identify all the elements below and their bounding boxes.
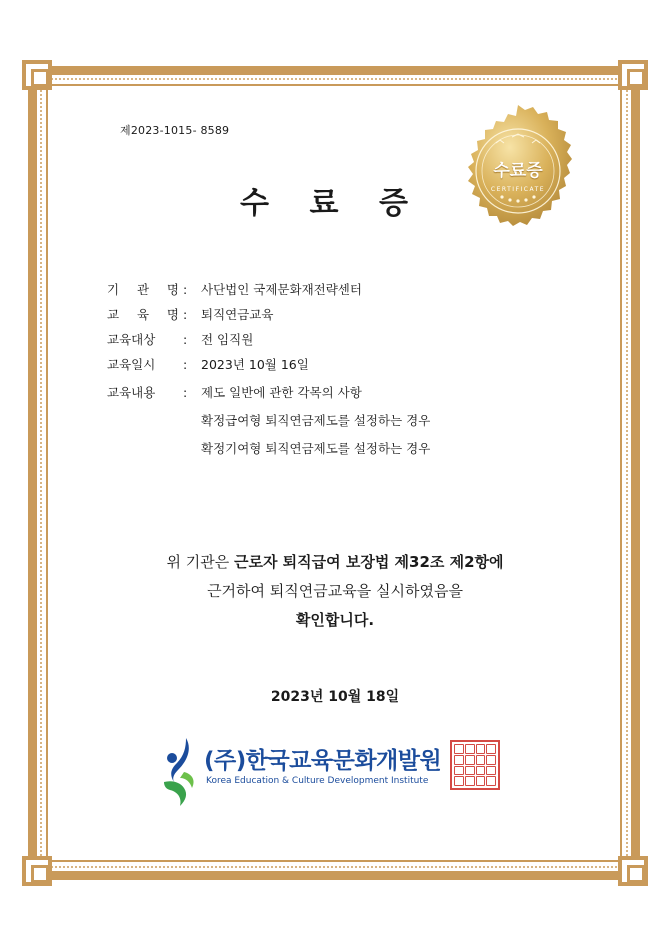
detail-row-content-2 xyxy=(107,411,567,431)
border-corner-top-left xyxy=(22,60,52,90)
detail-row-institution xyxy=(107,280,567,300)
detail-row-date xyxy=(107,355,567,375)
seal-label: 수료증 xyxy=(493,161,543,181)
certification-statement xyxy=(60,548,610,635)
issuer-logo-icon xyxy=(162,736,202,808)
detail-value: 사단법인 국제문화재전략센터 xyxy=(201,282,362,297)
issuer-name: (주)한국교육문화개발원 xyxy=(204,748,442,774)
detail-label: 교육내용 xyxy=(107,385,156,400)
document-number: 제2023-1015- 8589 xyxy=(120,124,230,137)
detail-colon: : xyxy=(183,307,188,322)
detail-value: 제도 일반에 관한 각목의 사항 xyxy=(201,385,362,400)
border-corner-bottom-right xyxy=(618,856,648,886)
detail-value: 확정기여형 퇴직연금제도를 설정하는 경우 xyxy=(201,441,431,456)
statement-line-3: 확인합니다. xyxy=(295,611,375,629)
certificate-title: 수 료 증 xyxy=(240,186,410,221)
detail-label: 교육일시 xyxy=(107,357,156,372)
detail-value: 2023년 10월 16일 xyxy=(201,357,309,372)
issuer-name-english: Korea Education & Culture Development Institute xyxy=(206,776,429,786)
statement-line-1 xyxy=(60,548,610,577)
statement-prefix: 위 기관은 xyxy=(166,553,234,571)
detail-colon: : xyxy=(183,357,188,372)
seal-sublabel: CERTIFICATE xyxy=(490,186,546,193)
issue-date: 2023년 10월 18일 xyxy=(270,689,400,705)
statement-law-reference: 근로자 퇴직급여 보장법 제32조 제2항에 xyxy=(233,553,504,571)
border-corner-bottom-left xyxy=(22,856,52,886)
detail-row-content-3 xyxy=(107,439,567,459)
detail-colon: : xyxy=(183,282,188,297)
detail-value: 전 임직원 xyxy=(201,332,254,347)
detail-value: 퇴직연금교육 xyxy=(201,307,274,322)
detail-label: 기 관 명 xyxy=(107,282,179,297)
detail-row-target xyxy=(107,330,567,350)
official-red-stamp xyxy=(450,740,500,790)
detail-colon: : xyxy=(183,332,188,347)
detail-row-content xyxy=(107,383,567,403)
detail-value: 확정급여형 퇴직연금제도를 설정하는 경우 xyxy=(201,413,431,428)
detail-label: 교 육 명 xyxy=(107,307,179,322)
statement-line-2: 근거하여 퇴직연금교육을 실시하였음을 xyxy=(207,582,463,600)
border-corner-top-right xyxy=(618,60,648,90)
detail-row-course xyxy=(107,305,567,325)
gold-seal xyxy=(438,104,598,238)
detail-label: 교육대상 xyxy=(107,332,156,347)
detail-colon: : xyxy=(183,385,188,400)
